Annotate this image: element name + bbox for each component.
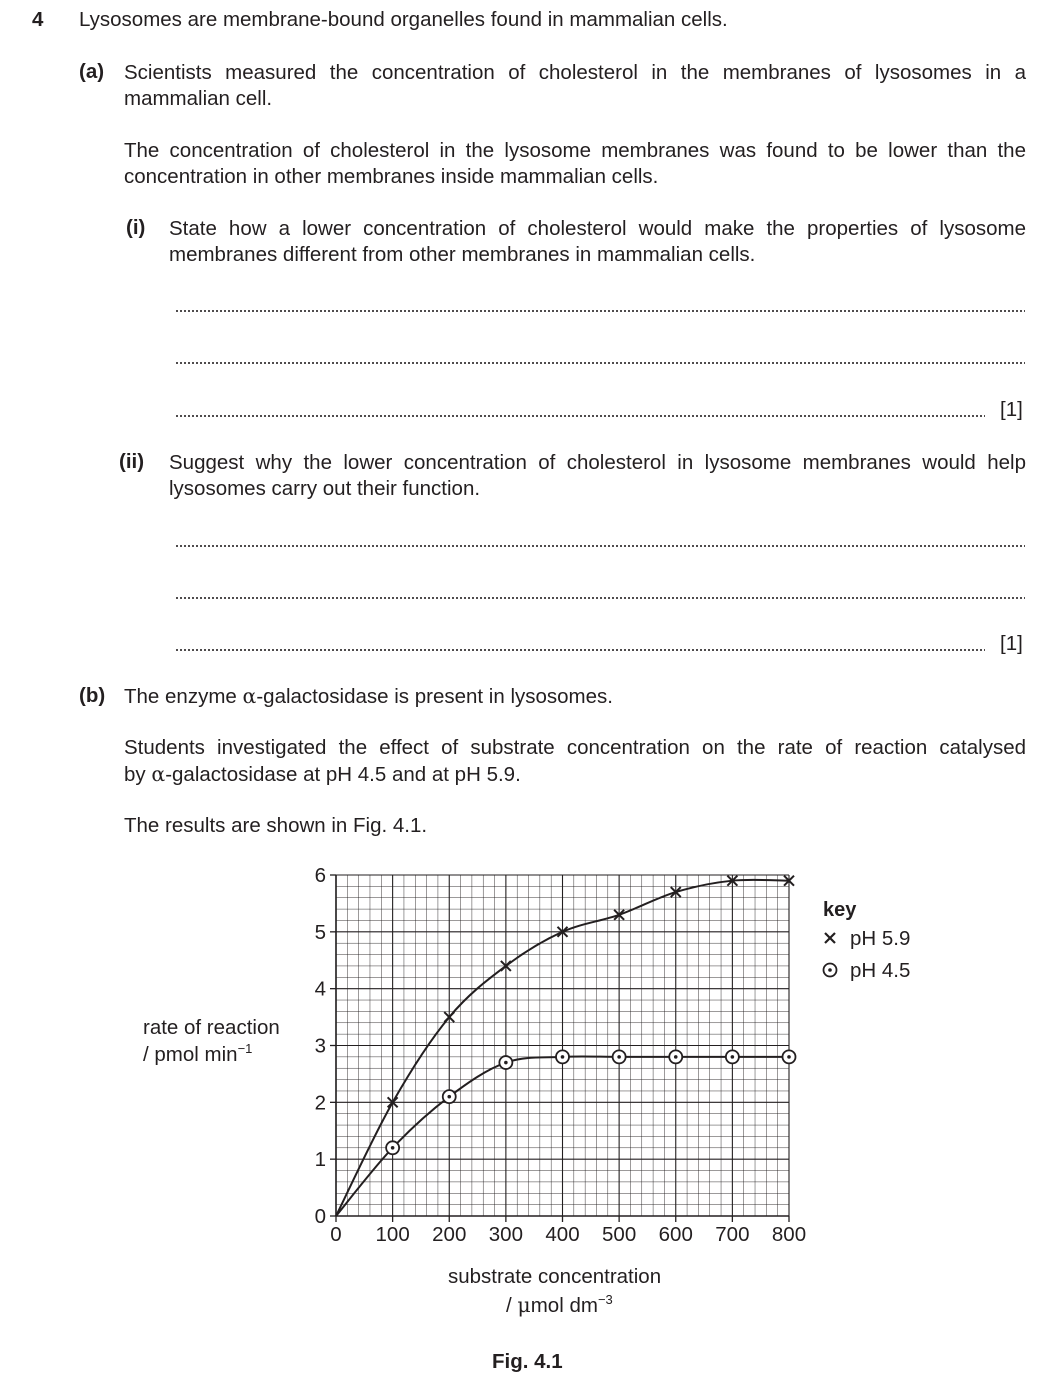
circle-dot [391, 1146, 395, 1150]
circle-dot [617, 1055, 621, 1059]
part-a-label: (a) [79, 60, 105, 83]
marks-a-i: [1] [1000, 398, 1023, 421]
legend-circled-dot-icon [824, 964, 837, 977]
x-tick-label: 300 [488, 1223, 523, 1246]
part-b-method-line-1: Students investigated the effect of substrate concentration on the rate of reaction catalysed [124, 736, 1026, 759]
legend-title: key [823, 899, 857, 921]
legend-label-ph45: pH 4.5 [850, 959, 911, 982]
x-tick-label: 800 [771, 1223, 807, 1246]
circle-dot [504, 1061, 508, 1065]
part-a-i-label: (i) [126, 216, 146, 239]
chart-grid [336, 875, 789, 1216]
part-a-paragraph-2: The concentration of cholesterol in the lysosome membranes was found to be lower than the concentration in other membranes inside mammalian cells. [124, 139, 1026, 188]
y-axis-unit-exponent: −1 [237, 1041, 253, 1056]
x-axis-unit-pre: / [506, 1294, 518, 1317]
data-point-circled-dot [499, 1056, 512, 1069]
part-b-intro-post: -galactosidase is present in lysosomes. [256, 685, 613, 708]
part-b-method-post: -galactosidase at pH 4.5 and at pH 5.9. [165, 763, 521, 786]
data-point-circled-dot [726, 1050, 739, 1063]
circle-dot [787, 1055, 791, 1059]
x-tick-label: 200 [432, 1223, 467, 1246]
x-axis-unit-exponent: −3 [597, 1292, 613, 1307]
data-point-circled-dot [386, 1141, 399, 1154]
chart-markers [386, 876, 795, 1155]
part-b-intro-pre: The enzyme [124, 685, 243, 708]
x-tick-label: 500 [602, 1223, 637, 1246]
legend-cross-icon [825, 933, 835, 943]
figure-caption: Fig. 4.1 [492, 1350, 563, 1373]
circle-dot [731, 1055, 735, 1059]
part-b-results: The results are shown in Fig. 4.1. [124, 814, 428, 837]
marks-a-ii: [1] [1000, 632, 1023, 655]
legend-label-ph59: pH 5.9 [850, 927, 911, 950]
data-point-circled-dot [669, 1050, 682, 1063]
x-tick-label: 600 [658, 1223, 693, 1246]
x-tick-label: 700 [715, 1223, 750, 1246]
chart-legend [823, 899, 910, 982]
part-b-method-pre: by [124, 763, 152, 786]
y-tick-label: 5 [314, 920, 326, 944]
y-tick-label: 6 [314, 864, 326, 887]
x-tick-label: 400 [545, 1223, 580, 1246]
y-tick-label: 1 [314, 1148, 326, 1172]
data-point-circled-dot [783, 1050, 796, 1063]
data-point-circled-dot [613, 1050, 626, 1063]
alpha-symbol: α [151, 762, 166, 786]
part-b-label: (b) [79, 684, 106, 707]
data-point-circled-dot [556, 1050, 569, 1063]
x-tick-label: 100 [375, 1223, 410, 1246]
x-axis-label-line-1: substrate concentration [448, 1265, 662, 1288]
question-number: 4 [32, 8, 44, 31]
x-axis-label-line-2 [506, 1292, 613, 1318]
x-axis-unit: mol dm [530, 1294, 598, 1317]
data-point-circled-dot [443, 1090, 456, 1103]
part-a-paragraph-1: Scientists measured the concentration of cholesterol in the membranes of lysosomes in a mammalian cell. [124, 61, 1026, 110]
alpha-symbol: α [242, 684, 257, 708]
circle-dot [674, 1055, 678, 1059]
y-axis-unit: / pmol min [143, 1043, 238, 1066]
circle-dot [447, 1095, 451, 1099]
y-tick-label: 0 [314, 1205, 326, 1228]
y-tick-label: 3 [314, 1034, 326, 1058]
question-stem: Lysosomes are membrane-bound organelles found in mammalian cells. [79, 8, 728, 31]
part-a-ii-question: Suggest why the lower concentration of cholesterol in lysosome membranes would help lysosomes carry out their function. [169, 451, 1026, 500]
y-tick-label: 2 [314, 1091, 326, 1115]
part-a-ii-label: (ii) [119, 450, 145, 473]
part-a-i-question: State how a lower concentration of cholesterol would make the properties of lysosome membranes different from other membranes in mammalian cells. [169, 217, 1026, 266]
mu-symbol: μ [517, 1293, 531, 1317]
y-tick-label: 4 [314, 977, 326, 1001]
circle-dot [561, 1055, 565, 1059]
y-axis-label-line-1: rate of reaction [143, 1016, 280, 1039]
x-tick-label: 0 [330, 1223, 342, 1246]
